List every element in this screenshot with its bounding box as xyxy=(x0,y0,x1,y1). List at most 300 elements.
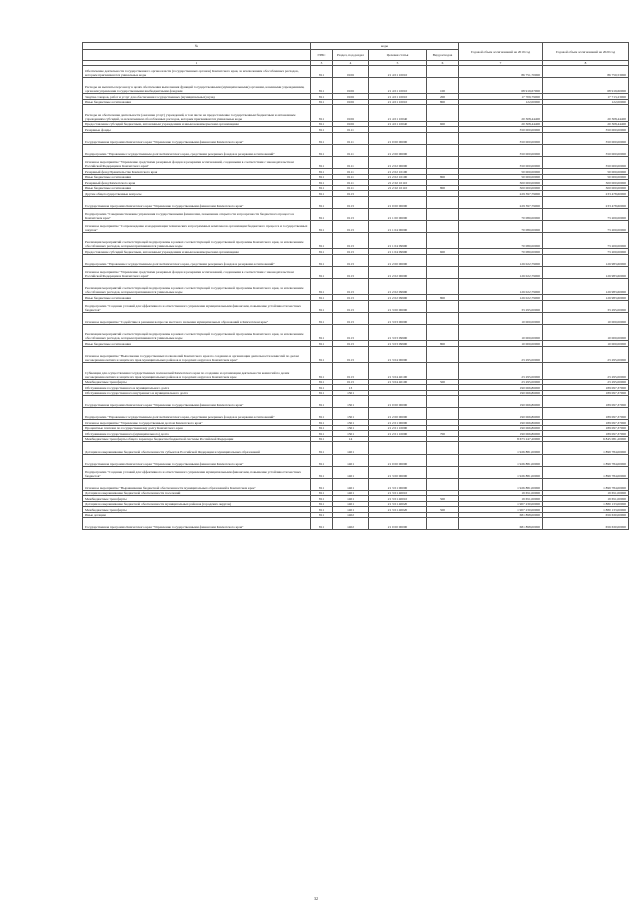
row-amount-2020: 1 899 784,00000 xyxy=(543,478,629,490)
row-name: Обслуживание государственного внутреннего и муниципального долга xyxy=(83,390,311,396)
row-grbs: 811 xyxy=(311,442,333,454)
row-grbs: 811 xyxy=(311,466,333,478)
table-row xyxy=(83,518,629,530)
table-row xyxy=(83,78,629,94)
row-razdel: 0113 xyxy=(333,313,369,325)
row-razdel: 0111 xyxy=(333,180,369,186)
row-amount-2019: 1 926 881,00000 xyxy=(459,454,543,466)
row-razdel: 1401 xyxy=(333,490,369,496)
column-number: 5 xyxy=(369,61,427,66)
row-grbs: 811 xyxy=(311,408,333,420)
row-vr: 800 xyxy=(427,99,459,105)
row-grbs: 811 xyxy=(311,191,333,197)
row-amount-2020: 10 000,00000 xyxy=(543,341,629,347)
row-grbs: 811 xyxy=(311,363,333,379)
row-amount-2020: 19 651,00000 xyxy=(543,490,629,496)
row-amount-2019: 70 080,00000 xyxy=(459,249,543,255)
row-csr: 21 2 01 00000 xyxy=(369,420,427,426)
row-vr xyxy=(427,313,459,325)
row-vr: 200 xyxy=(427,94,459,100)
row-vr xyxy=(427,266,459,278)
row-amount-2020: 73 200,00000 xyxy=(543,232,629,248)
row-grbs: 811 xyxy=(311,174,333,180)
header-razdel: Раздел, под-раздел xyxy=(333,50,369,61)
row-amount-2020: 126 983,60000 xyxy=(543,254,629,266)
row-vr xyxy=(427,466,459,478)
row-grbs: 811 xyxy=(311,144,333,156)
row-razdel: 1401 xyxy=(333,501,369,507)
row-name: Иные бюджетные ассигнования xyxy=(83,99,311,105)
row-amount-2020: 122,00000 xyxy=(543,99,629,105)
table-row xyxy=(83,478,629,490)
row-razdel: 0113 xyxy=(333,196,369,208)
row-vr xyxy=(427,300,459,312)
row-csr: 21 0 00 00000 xyxy=(369,132,427,144)
row-amount-2020: 656 630,00000 xyxy=(543,512,629,518)
row-vr: 800 xyxy=(427,185,459,191)
header-vr: Вид расходов xyxy=(427,50,459,61)
row-amount-2019: 23 295,00000 xyxy=(459,346,543,362)
row-amount-2020: 20 308,44400 xyxy=(543,105,629,121)
row-razdel: 0113 xyxy=(333,346,369,362)
row-amount-2020: 300 000,00000 xyxy=(543,180,629,186)
row-amount-2019: 1 907 230,00000 xyxy=(459,501,543,507)
row-csr: 21 3 00 00000 xyxy=(369,466,427,478)
row-grbs: 811 xyxy=(311,266,333,278)
row-csr: 21 3 04 00000 xyxy=(369,346,427,362)
row-vr: 500 xyxy=(427,496,459,502)
row-razdel: 0106 xyxy=(333,121,369,127)
row-csr: 21 2 02 10100 xyxy=(369,174,427,180)
row-csr: 21 3 03 09990 xyxy=(369,325,427,341)
row-razdel: 0113 xyxy=(333,341,369,347)
row-vr xyxy=(427,232,459,248)
row-amount-2020: 1 899 784,00000 xyxy=(543,454,629,466)
row-csr: 21 1 00 00000 xyxy=(369,208,427,220)
row-vr: 800 xyxy=(427,341,459,347)
row-csr: 21 2 02 00000 xyxy=(369,266,427,278)
row-amount-2020: 189 097,37000 xyxy=(543,408,629,420)
header-2019: Годовой объем ассигнований на 2019 год xyxy=(459,43,543,61)
row-amount-2019: 350 000,00000 xyxy=(459,132,543,144)
row-razdel: 0113 xyxy=(333,232,369,248)
row-csr: 21 2 01 10090 xyxy=(369,431,427,437)
row-amount-2020: 189 097,37000 xyxy=(543,385,629,391)
row-razdel: 0113 xyxy=(333,208,369,220)
row-amount-2019: 350 000,00000 xyxy=(459,157,543,169)
row-vr xyxy=(427,66,459,78)
row-name: Государственная программа Камчатского края "Управление государственными финансами Камчатского края" xyxy=(83,132,311,144)
table-row xyxy=(83,408,629,420)
row-name: Расходы на выплаты персоналу в целях обеспечения выполнения функций государственными (муниципальными) органами, казенными учреждениями, органами управления государственными внебюджетными фондами xyxy=(83,78,311,94)
row-amount-2020: 350 000,00000 xyxy=(543,144,629,156)
row-csr: 21 3 04 40100 xyxy=(369,379,427,385)
row-grbs: 811 xyxy=(311,254,333,266)
row-amount-2019: 8 673 247,20000 xyxy=(459,436,543,442)
row-grbs: 811 xyxy=(311,105,333,121)
row-csr: 21 2 00 00000 xyxy=(369,408,427,420)
row-grbs: 811 xyxy=(311,512,333,518)
row-name: Иные бюджетные ассигнования xyxy=(83,185,311,191)
budget-table xyxy=(82,42,629,530)
row-csr: 21 2 02 10110 xyxy=(369,185,427,191)
row-csr: 21 3 01 00000 xyxy=(369,478,427,490)
row-amount-2020: 50 000,00000 xyxy=(543,174,629,180)
row-grbs: 811 xyxy=(311,396,333,408)
row-csr: 21 2 02 00000 xyxy=(369,157,427,169)
table-row xyxy=(83,220,629,232)
row-csr: 21 1 04 00000 xyxy=(369,220,427,232)
row-amount-2019: 19 651,00000 xyxy=(459,490,543,496)
table-row xyxy=(83,254,629,266)
row-razdel: 0111 xyxy=(333,132,369,144)
row-amount-2019: 1 926 881,00000 xyxy=(459,466,543,478)
row-amount-2020: 73 200,00000 xyxy=(543,249,629,255)
row-amount-2020: 656 630,00000 xyxy=(543,518,629,530)
row-name: Процентные платежи по государственному долгу Камчатского края xyxy=(83,425,311,431)
row-amount-2019: 190 066,86000 xyxy=(459,408,543,420)
row-grbs: 811 xyxy=(311,436,333,442)
row-razdel: 1401 xyxy=(333,454,369,466)
row-vr: 500 xyxy=(427,379,459,385)
row-grbs: 811 xyxy=(311,94,333,100)
row-razdel: 0111 xyxy=(333,169,369,175)
row-name: Обслуживание государственного (муниципального) долга xyxy=(83,431,311,437)
header-codes: коды xyxy=(311,43,459,50)
row-name: Предоставление субсидий бюджетным, автономным учреждениям и иным некоммерческим организациям xyxy=(83,249,311,255)
row-grbs: 811 xyxy=(311,295,333,301)
row-razdel: 0106 xyxy=(333,99,369,105)
column-number: 6 xyxy=(427,61,459,66)
row-razdel: 1401 xyxy=(333,496,369,502)
row-grbs: 811 xyxy=(311,313,333,325)
row-razdel: 0111 xyxy=(333,157,369,169)
row-razdel: 0113 xyxy=(333,325,369,341)
row-amount-2020: 189 097,37000 xyxy=(543,431,629,437)
row-name: Государственная программа Камчатского края "Управление государственными финансами Камчатского края" xyxy=(83,454,311,466)
row-amount-2020: 10 000,00000 xyxy=(543,325,629,341)
row-name: Закупка товаров, работ и услуг для обеспечения государственных (муниципальных) нужд xyxy=(83,94,311,100)
table-row xyxy=(83,157,629,169)
column-number: 7 xyxy=(459,61,543,66)
row-grbs: 811 xyxy=(311,121,333,127)
row-amount-2019: 126 022,79000 xyxy=(459,266,543,278)
row-vr xyxy=(427,363,459,379)
header-name-blank xyxy=(83,50,311,61)
row-amount-2019: 122,00000 xyxy=(459,99,543,105)
table-row xyxy=(83,66,629,78)
row-csr: 21 3 00 00000 xyxy=(369,300,427,312)
row-amount-2019: 350 000,00000 xyxy=(459,127,543,133)
table-row xyxy=(83,300,629,312)
row-razdel: 1301 xyxy=(333,396,369,408)
row-amount-2020: 189 097,37000 xyxy=(543,425,629,431)
column-number: 3 xyxy=(311,61,333,66)
row-name: Дотации на выравнивание бюджетной обеспеченности муниципальных районов (городских округов) xyxy=(83,501,311,507)
row-razdel: 0111 xyxy=(333,174,369,180)
row-name: Реализация мероприятий соответствующей подпрограммы в рамках соответствующей государственной программы Камчатского края, за исключением обособленных расходов, которым присваиваются уникальные коды xyxy=(83,232,311,248)
table-row xyxy=(83,266,629,278)
row-name: Обеспечение деятельности государственного органа власти (государственных органов) Камчатского края, за исключением обособленных расходов, которым присваиваются уникальные коды xyxy=(83,66,311,78)
row-grbs: 811 xyxy=(311,196,333,208)
row-grbs: 811 xyxy=(311,185,333,191)
row-amount-2019: 68 919,67000 xyxy=(459,78,543,94)
row-amount-2019: 50 000,00000 xyxy=(459,174,543,180)
row-razdel: 0113 xyxy=(333,266,369,278)
row-name: Иные бюджетные ассигнования xyxy=(83,295,311,301)
row-grbs: 811 xyxy=(311,325,333,341)
row-razdel: 1301 xyxy=(333,425,369,431)
row-name: Подпрограмма "Управление государственным долгом Камчатского края, средствами резервных фондов и резервами ассигнований" xyxy=(83,144,311,156)
row-amount-2019: 300 000,00000 xyxy=(459,180,543,186)
row-name: Дотации на выравнивание бюджетной обеспеченности субъектов Российской Федерации и муниципальных образований xyxy=(83,442,311,454)
row-razdel: 1402 xyxy=(333,518,369,530)
table-row xyxy=(83,279,629,295)
row-razdel: 0106 xyxy=(333,105,369,121)
row-grbs: 811 xyxy=(311,232,333,248)
row-amount-2019: 190 066,86000 xyxy=(459,385,543,391)
row-amount-2020: 68 919,60000 xyxy=(543,78,629,94)
row-vr xyxy=(427,144,459,156)
row-amount-2019: 10 000,00000 xyxy=(459,325,543,341)
row-grbs: 811 xyxy=(311,518,333,530)
row-csr: 21 4 01 10010 xyxy=(369,78,427,94)
header-grbs: ГРБС xyxy=(311,50,333,61)
row-amount-2019: 681 898,00000 xyxy=(459,512,543,518)
row-amount-2019: 10 000,00000 xyxy=(459,341,543,347)
row-amount-2019: 70 080,00000 xyxy=(459,232,543,248)
row-razdel: 0113 xyxy=(333,279,369,295)
row-amount-2019: 86 751,70000 xyxy=(459,66,543,78)
row-amount-2020: 19 651,00000 xyxy=(543,496,629,502)
row-vr: 800 xyxy=(427,174,459,180)
row-vr: 600 xyxy=(427,121,459,127)
row-amount-2019: 19 651,00000 xyxy=(459,496,543,502)
row-razdel: 1301 xyxy=(333,420,369,426)
row-razdel: 1401 xyxy=(333,442,369,454)
row-amount-2019: 190 066,86000 xyxy=(459,396,543,408)
row-name: Межбюджетные трансферты xyxy=(83,507,311,513)
row-vr xyxy=(427,454,459,466)
page-number: 32 xyxy=(314,896,318,901)
row-csr: 21 4 01 10010 xyxy=(369,99,427,105)
row-vr xyxy=(427,478,459,490)
row-name: Государственная программа Камчатского края "Управление государственными финансами Камчатского края" xyxy=(83,518,311,530)
row-amount-2020: 50 000,00000 xyxy=(543,169,629,175)
table-row xyxy=(83,466,629,478)
row-name: Иные бюджетные ассигнования xyxy=(83,341,311,347)
row-razdel: 0113 xyxy=(333,295,369,301)
row-name: Дотации на выравнивание бюджетной обеспеченности поселений xyxy=(83,490,311,496)
table-row xyxy=(83,363,629,379)
row-csr: 21 3 01 40020 xyxy=(369,501,427,507)
row-csr: 21 2 02 09990 xyxy=(369,295,427,301)
row-amount-2019: 70 080,00000 xyxy=(459,220,543,232)
row-amount-2020: 33 295,00000 xyxy=(543,300,629,312)
row-csr: 21 2 02 10100 xyxy=(369,169,427,175)
column-number: 4 xyxy=(333,61,369,66)
row-name: Подпрограмма "Совершенствование управления государственными финансами, повышение открытости и прозрачности бюджетного процесса в Камчатском крае" xyxy=(83,208,311,220)
row-name: Реализация мероприятий соответствующей подпрограммы в рамках соответствующей государственной программы Камчатского края, за исключением обособленных расходов, которым присваиваются уникальные коды xyxy=(83,325,311,341)
row-vr xyxy=(427,157,459,169)
row-amount-2020: 189 097,37000 xyxy=(543,420,629,426)
row-grbs: 811 xyxy=(311,279,333,295)
row-amount-2020: 350 000,00000 xyxy=(543,132,629,144)
row-name: Основное мероприятие "Выполнение государственных полномочий Камчатского края по созданию и организации деятельности комиссий по делам несовершеннолетних и защите их прав муниципальных районов и городских округов в Камчатском крае" xyxy=(83,346,311,362)
row-vr xyxy=(427,254,459,266)
row-amount-2019: 190 066,86000 xyxy=(459,425,543,431)
row-razdel: 0111 xyxy=(333,144,369,156)
table-row xyxy=(83,208,629,220)
row-csr: 21 0 00 00000 xyxy=(369,454,427,466)
row-amount-2019: 70 080,00000 xyxy=(459,208,543,220)
row-name: Основное мероприятие "Управление средствами резервных фондов и резервами ассигнований, созданными в соответствии с законодательством Российской Федерации и Камчатского края" xyxy=(83,266,311,278)
row-grbs: 811 xyxy=(311,346,333,362)
table-row xyxy=(83,346,629,362)
row-razdel: 13 xyxy=(333,385,369,391)
row-amount-2019: 126 022,79000 xyxy=(459,279,543,295)
row-csr: 21 3 01 40010 xyxy=(369,496,427,502)
row-razdel: 1401 xyxy=(333,466,369,478)
row-grbs: 811 xyxy=(311,425,333,431)
row-name: Предоставление субсидий бюджетным, автономным учреждениям и иным некоммерческим организациям xyxy=(83,121,311,127)
row-csr: 21 1 04 09990 xyxy=(369,232,427,248)
row-grbs: 811 xyxy=(311,431,333,437)
row-razdel: 1401 xyxy=(333,478,369,490)
row-grbs: 811 xyxy=(311,454,333,466)
row-amount-2020: 86 750,53000 xyxy=(543,66,629,78)
row-amount-2019: 229 397,79000 xyxy=(459,196,543,208)
row-csr: 21 3 03 09990 xyxy=(369,341,427,347)
row-amount-2019: 300 000,00000 xyxy=(459,185,543,191)
row-csr: 21 3 03 00000 xyxy=(369,313,427,325)
row-csr xyxy=(369,442,427,454)
row-grbs: 811 xyxy=(311,220,333,232)
budget-table-sheet xyxy=(82,42,628,530)
row-amount-2019: 681 898,00000 xyxy=(459,518,543,530)
row-vr xyxy=(427,132,459,144)
row-grbs: 811 xyxy=(311,132,333,144)
row-amount-2019: 1 926 881,00000 xyxy=(459,478,543,490)
column-number: 8 xyxy=(543,61,629,66)
row-vr xyxy=(427,208,459,220)
row-razdel: 1401 xyxy=(333,507,369,513)
row-grbs: 811 xyxy=(311,180,333,186)
row-grbs: 811 xyxy=(311,300,333,312)
row-name: Основное мероприятие "Сопровождение и модернизация технических и программных комплексов организации бюджетного процесса и государственных закупок" xyxy=(83,220,311,232)
row-name: Государственная программа Камчатского края "Управление государственными финансами Камчатского края" xyxy=(83,396,311,408)
row-grbs: 811 xyxy=(311,478,333,490)
row-vr xyxy=(427,346,459,362)
row-amount-2020: 23 295,00000 xyxy=(543,363,629,379)
header-2020: Годовой объем ассигнований на 2020 год xyxy=(543,43,629,61)
table-row xyxy=(83,232,629,248)
row-amount-2020: 189 097,37000 xyxy=(543,390,629,396)
row-grbs: 811 xyxy=(311,157,333,169)
row-name: Подпрограмма "Создание условий для эффективного и ответственного управления муниципальными финансами, повышение устойчивости местных бюджетов" xyxy=(83,466,311,478)
row-vr: 500 xyxy=(427,507,459,513)
row-grbs: 811 xyxy=(311,99,333,105)
row-grbs: 811 xyxy=(311,249,333,255)
row-name: Резервный фонд Правительства Камчатского края xyxy=(83,169,311,175)
table-row xyxy=(83,196,629,208)
row-amount-2019: 126 022,79000 xyxy=(459,254,543,266)
row-razdel: 14 xyxy=(333,436,369,442)
row-razdel: 1402 xyxy=(333,512,369,518)
header-csr: Целевая статья xyxy=(369,50,427,61)
row-vr xyxy=(427,105,459,121)
row-name: Подпрограмма "Управление государственным долгом Камчатского края, средствами резервных фондов и резервами ассигнований" xyxy=(83,408,311,420)
row-csr: 21 3 01 40010 xyxy=(369,490,427,496)
row-csr: 21 4 01 10010 xyxy=(369,66,427,78)
table-row xyxy=(83,442,629,454)
row-amount-2020: 1 880 133,00000 xyxy=(543,507,629,513)
row-razdel: 0106 xyxy=(333,78,369,94)
row-razdel: 1301 xyxy=(333,408,369,420)
row-amount-2019: 190 066,86000 xyxy=(459,431,543,437)
row-amount-2019: 350 000,00000 xyxy=(459,144,543,156)
row-vr xyxy=(427,442,459,454)
row-csr: 21 0 00 00000 xyxy=(369,518,427,530)
row-name: Межбюджетные трансферты общего характера бюджетам бюджетной системы Российской Федерации xyxy=(83,436,311,442)
row-name: Государственная программа Камчатского края "Управление государственными финансами Камчатского края" xyxy=(83,196,311,208)
row-amount-2020: 73 200,00000 xyxy=(543,208,629,220)
row-amount-2020: 23 295,00000 xyxy=(543,346,629,362)
row-name: Межбюджетные трансферты xyxy=(83,379,311,385)
row-amount-2020: 233 478,60000 xyxy=(543,196,629,208)
row-name: Основное мероприятие "Содействие в решении вопросов местного значения муниципальных образований в Камчатском крае" xyxy=(83,313,311,325)
row-amount-2020: 10 000,00000 xyxy=(543,313,629,325)
row-name: Расходы на обеспечение деятельности (оказание услуг) учреждений, в том числе на предоставление государственным бюджетным и автономным учреждениям субсидий, за исключением обособленных расходов, которым присваиваются уникальные коды xyxy=(83,105,311,121)
row-amount-2019: 190 066,86000 xyxy=(459,390,543,396)
row-razdel: 0113 xyxy=(333,249,369,255)
row-amount-2020: 20 308,44400 xyxy=(543,121,629,127)
row-name: Резервные фонды xyxy=(83,127,311,133)
row-grbs: 811 xyxy=(311,385,333,391)
table-row xyxy=(83,144,629,156)
row-vr: 600 xyxy=(427,249,459,255)
row-csr: 21 4 01 10040 xyxy=(369,105,427,121)
row-csr: 21 3 04 40100 xyxy=(369,363,427,379)
row-amount-2019: 20 308,44400 xyxy=(459,121,543,127)
budget-rows xyxy=(83,66,629,530)
row-csr: 21 3 01 40020 xyxy=(369,507,427,513)
row-name: Основное мероприятие "Выравнивание бюджетной обеспеченности муниципальных образований в Камчатском крае" xyxy=(83,478,311,490)
row-amount-2020: 126 983,60000 xyxy=(543,295,629,301)
row-vr xyxy=(427,518,459,530)
row-vr xyxy=(427,408,459,420)
row-csr: 21 2 00 00000 xyxy=(369,144,427,156)
row-grbs: 811 xyxy=(311,341,333,347)
row-vr xyxy=(427,196,459,208)
row-razdel: 0113 xyxy=(333,300,369,312)
row-amount-2020: 350 000,00000 xyxy=(543,127,629,133)
row-vr: 100 xyxy=(427,78,459,94)
row-grbs: 811 xyxy=(311,127,333,133)
row-amount-2019: 1 926 881,00000 xyxy=(459,442,543,454)
row-csr: 21 0 00 00000 xyxy=(369,396,427,408)
row-grbs: 811 xyxy=(311,507,333,513)
row-amount-2019: 33 295,00000 xyxy=(459,300,543,312)
row-name: Основное мероприятие "Управление государственным долгом Камчатского края" xyxy=(83,420,311,426)
row-amount-2020: 126 983,60000 xyxy=(543,266,629,278)
row-name: Иные бюджетные ассигнования xyxy=(83,174,311,180)
row-name: Подпрограмма "Управление государственным долгом Камчатского края, средствами резервных фондов и резервами ассигнований" xyxy=(83,254,311,266)
row-amount-2019: 50 000,00000 xyxy=(459,169,543,175)
row-name: Иные дотации xyxy=(83,512,311,518)
row-amount-2020: 23 295,00000 xyxy=(543,379,629,385)
row-name: Реализация мероприятий соответствующей подпрограммы в рамках соответствующей государственной программы Камчатского края, за исключением обособленных расходов, которым присваиваются уникальные коды xyxy=(83,279,311,295)
